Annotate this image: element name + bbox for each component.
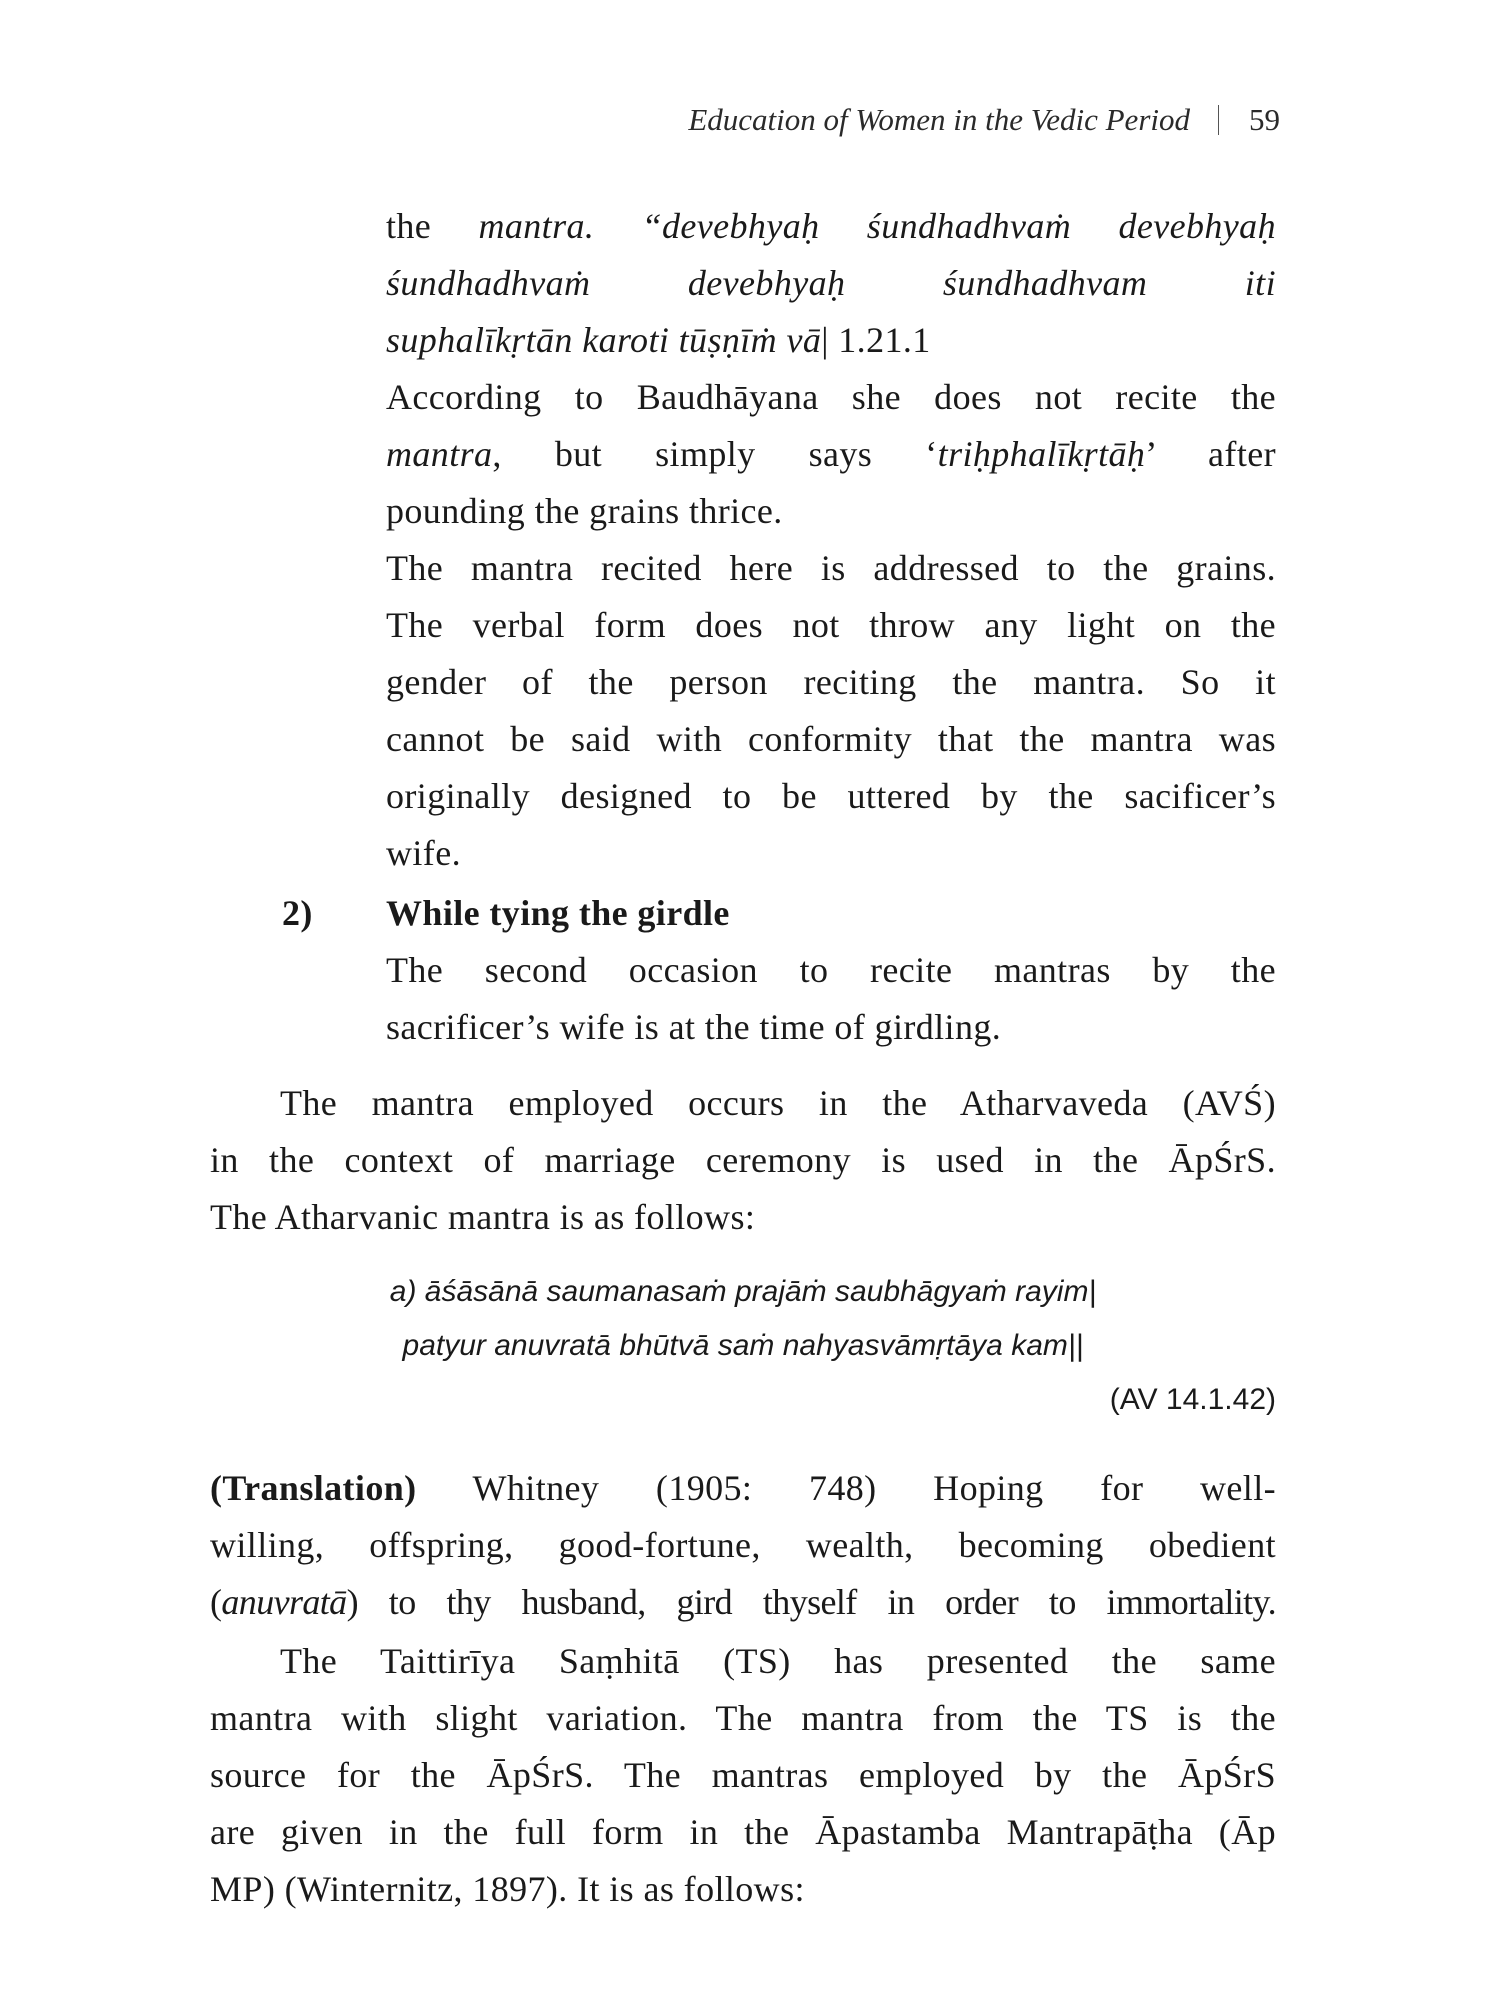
continued-paragraph <box>386 198 1276 882</box>
text-line: in the context of marriage ceremony is used in the ĀpŚrS. <box>210 1140 1276 1180</box>
text-line: source for the ĀpŚrS. The mantras employed by the ĀpŚrS <box>210 1755 1276 1795</box>
text-line: MP) (Winternitz, 1897). It is as follows: <box>210 1869 805 1909</box>
page-number: 59 <box>1249 102 1280 137</box>
text-line: cannot be said with conformity that the mantra was <box>386 719 1276 759</box>
translation-paragraph <box>210 1460 1276 1631</box>
header-separator <box>1218 105 1219 135</box>
section-heading: While tying the girdle <box>386 893 730 933</box>
translation-label: (Translation) <box>210 1468 417 1508</box>
text-line: The mantra recited here is addressed to the grains. <box>386 548 1276 588</box>
text-line: are given in the full form in the Āpastamba Mantrapāṭha (Āp <box>210 1812 1276 1852</box>
verse-line: a) āśāsānā saumanasaṁ prajāṁ saubhāgyaṁ rayim| <box>389 1275 1097 1308</box>
text-line: The verbal form does not throw any light on the <box>386 605 1276 645</box>
text-line: mantra with slight variation. The mantra from the TS is the <box>210 1698 1276 1738</box>
running-header <box>560 98 1280 142</box>
text-line: willing, offspring, good-fortune, wealth, becoming obedient <box>210 1525 1276 1565</box>
list-item-number: 2) <box>282 893 313 933</box>
text-line: the mantra. “devebhyaḥ śundhadhvaṁ devebhyaḥ <box>386 206 1276 246</box>
text-line: According to Baudhāyana she does not recite the <box>386 377 1276 417</box>
verse-line: patyur anuvratā bhūtvā saṁ nahyasvāmṛtāya kam|| <box>402 1329 1084 1362</box>
text-line: sacrificer’s wife is at the time of girdling. <box>386 1007 1002 1047</box>
text-line: (Translation) Whitney (1905: 748) Hoping for well- <box>210 1468 1276 1508</box>
text-line: The mantra employed occurs in the Atharvaveda (AVŚ) <box>280 1083 1276 1123</box>
verse-reference: (AV 14.1.42) <box>1109 1383 1276 1416</box>
text-line: śundhadhvaṁ devebhyaḥ śundhadhvam iti <box>386 263 1276 303</box>
text-line: gender of the person reciting the mantra. So it <box>386 662 1276 702</box>
paragraph <box>210 1633 1276 1918</box>
text-line: mantra, but simply says ‘triḥphalīkṛtāḥ’ after <box>386 434 1276 474</box>
paragraph <box>210 1075 1276 1246</box>
text-line: The Taittirīya Saṃhitā (TS) has presented the same <box>280 1641 1276 1681</box>
text-line: suphalīkṛtān karoti tūṣṇīṁ vā| 1.21.1 <box>386 320 931 360</box>
chapter-title: Education of Women in the Vedic Period <box>688 102 1190 137</box>
text-line: The second occasion to recite mantras by the <box>386 950 1276 990</box>
text-line: The Atharvanic mantra is as follows: <box>210 1197 756 1237</box>
text-line: originally designed to be uttered by the sacificer’s <box>386 776 1276 816</box>
text-line: wife. <box>386 833 461 873</box>
sanskrit-verse <box>210 1265 1276 1373</box>
item-paragraph <box>386 942 1276 1056</box>
text-line: (anuvratā) to thy husband, gird thyself in order to immortality. <box>210 1582 1276 1622</box>
text-line: pounding the grains thrice. <box>386 491 783 531</box>
